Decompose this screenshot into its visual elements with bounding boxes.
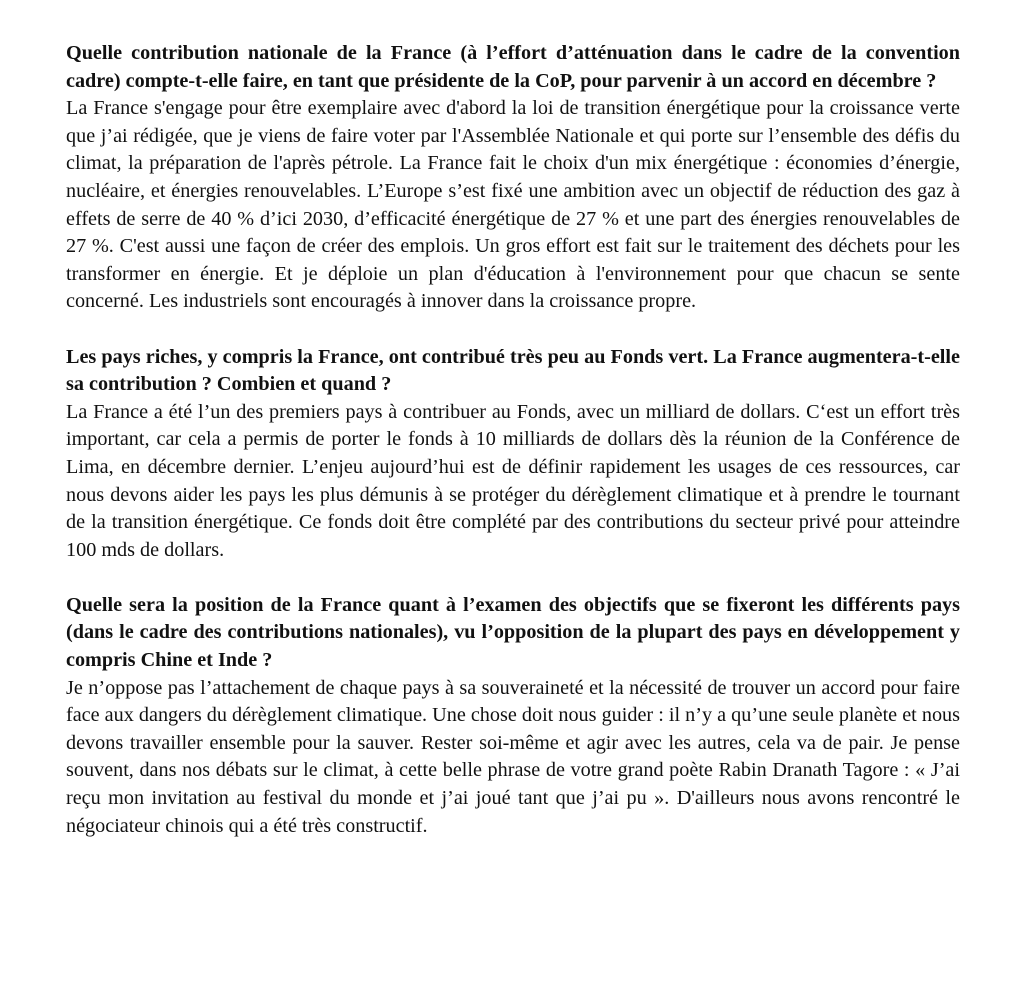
- question-heading: Quelle contribution nationale de la France (à l’effort d’atténuation dans le cadre de la convention cadre) compte-t-elle faire, en tant que présidente de la CoP, pour parvenir à un accord en décembre ?: [66, 42, 960, 92]
- answer-paragraph: La France s'engage pour être exemplaire avec d'abord la loi de transition énergétique pour la croissance verte que j’ai rédigée, que je viens de faire voter par l'Assemblée Nationale et qui porte sur l’ensemble des défis du climat, la préparation de l'après pétrole. La France fait le choix d'un mix énergétique : économies d’énergie, nucléaire, et énergies renouvelables. L’Europe s’est fixé une ambition avec un objectif de réduction des gaz à effets de serre de 40 % d’ici 2030, d’efficacité énergétique de 27 % et une part des énergies renouvelables de 27 %. C'est aussi une façon de créer des emplois. Un gros effort est fait sur le traitement des déchets pour les transformer en énergie. Et je déploie un plan d'éducation à l'environnement pour que chacun se sente concerné. Les industriels sont encouragés à innover dans la croissance propre.: [66, 97, 960, 313]
- question-heading: Quelle sera la position de la France quant à l’examen des objectifs que se fixeront les différents pays (dans le cadre des contributions nationales), vu l’opposition de la plupart des pays en développement y compris Chine et Inde ?: [66, 593, 960, 672]
- answer-paragraph: La France a été l’un des premiers pays à contribuer au Fonds, avec un milliard de dollars. C‘est un effort très important, car cela a permis de porter le fonds à 10 milliards de dollars dès la réunion de la Conférence de Lima, en décembre dernier. L’enjeu aujourd’hui est de définir rapidement les usages de ces ressources, car nous devons aider les pays les plus démunis à se protéger du dérèglement climatique et à prendre le tournant de la transition énergétique. Ce fonds doit être complété par des contributions du secteur privé pour atteindre 100 mds de dollars.: [66, 400, 960, 561]
- interview-document: [66, 40, 960, 868]
- qa-section-1: [66, 40, 960, 316]
- question-heading: Les pays riches, y compris la France, ont contribué très peu au Fonds vert. La France augmentera-t-elle sa contribution ? Combien et quand ?: [66, 345, 960, 396]
- answer-paragraph: Je n’oppose pas l’attachement de chaque pays à sa souveraineté et la nécessité de trouver un accord pour faire face aux dangers du dérèglement climatique. Une chose doit nous guider : il n’y a qu’une seule planète et nous devons travailler ensemble pour la sauver. Rester soi-même et agir avec les autres, cela va de pair. Je pense souvent, dans nos débats sur le climat, à cette belle phrase de votre grand poète Rabin Dranath Tagore : « J’ai reçu mon invitation au festival du monde et j’ai joué tant que j’ai pu ». D'ailleurs nous avons rencontré le négociateur chinois qui a été très constructif.: [66, 676, 960, 837]
- qa-section-2: [66, 344, 960, 565]
- qa-section-3: [66, 592, 960, 840]
